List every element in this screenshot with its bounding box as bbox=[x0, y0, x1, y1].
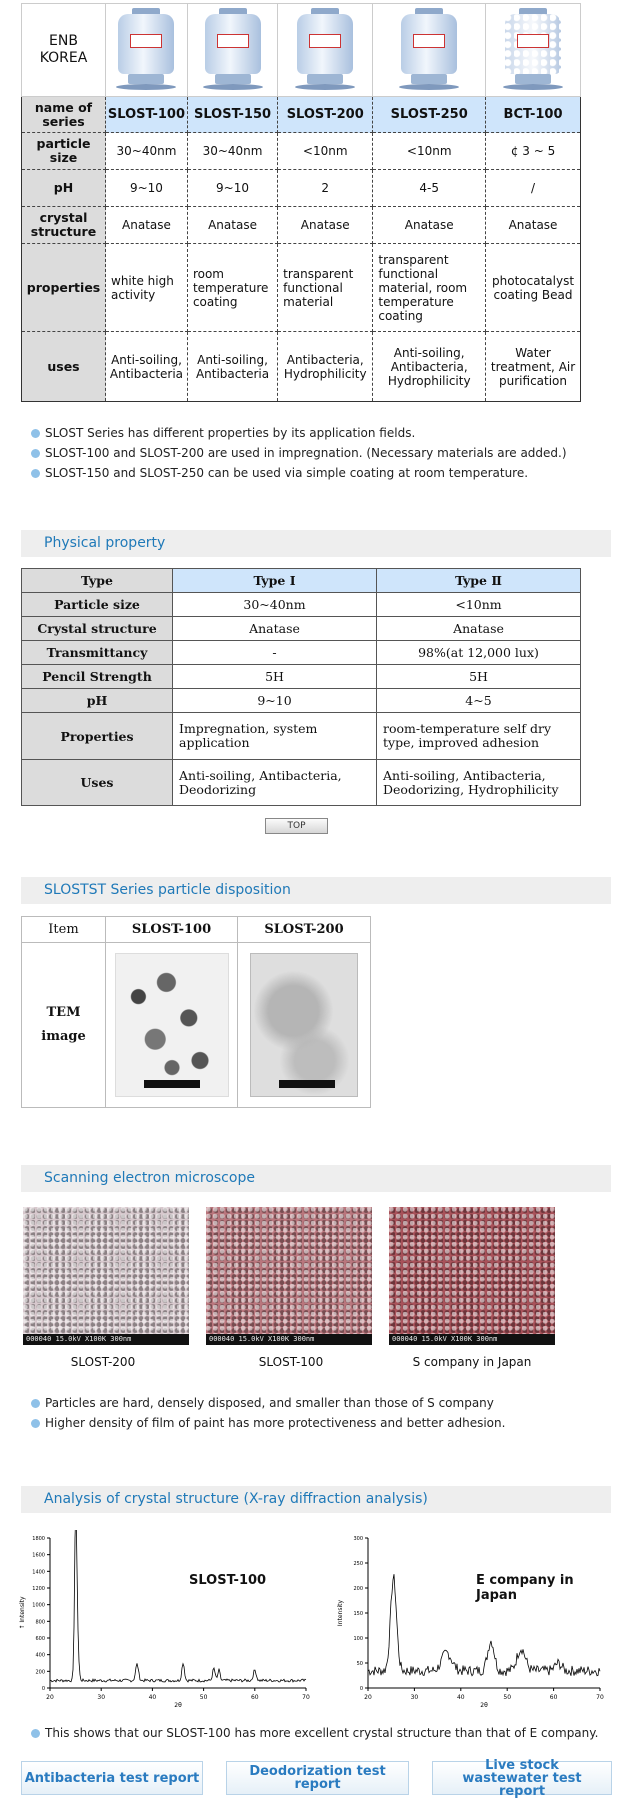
y-tick-label: 1600 bbox=[32, 1552, 45, 1559]
row-label: TEM image bbox=[22, 943, 106, 1108]
cell: 30~40nm bbox=[187, 133, 277, 170]
cell: 9~10 bbox=[106, 170, 188, 207]
wastewater-report-button[interactable]: Live stock wastewater test report bbox=[432, 1761, 612, 1795]
cell: Impregnation, system application bbox=[173, 713, 377, 760]
cell: room-temperature self dry type, improved adhesion bbox=[377, 713, 581, 760]
bottle-image bbox=[110, 8, 182, 92]
product-name: SLOST-200 bbox=[278, 97, 373, 133]
xrd-chart-slost-100 bbox=[16, 1530, 316, 1710]
product-name: SLOST-100 bbox=[106, 97, 188, 133]
row-label: Uses bbox=[22, 760, 173, 806]
cell: Anatase bbox=[106, 207, 188, 244]
bottle-image bbox=[289, 8, 361, 92]
x-tick-label: 70 bbox=[302, 1694, 310, 1701]
product-image bbox=[486, 4, 581, 97]
product-image bbox=[373, 4, 486, 97]
cell: Anti-soiling, Antibacteria bbox=[187, 332, 277, 402]
section-header-xrd: Analysis of crystal structure (X-ray diffraction analysis) bbox=[21, 1486, 611, 1513]
note-item: SLOST Series has different properties by its application fields. bbox=[31, 426, 415, 440]
row-label: Transmittancy bbox=[22, 641, 173, 665]
tem-image-slost-100 bbox=[115, 953, 229, 1097]
bullet-icon bbox=[31, 1729, 40, 1738]
y-tick-label: 1800 bbox=[32, 1536, 45, 1542]
row-header-particle: particle size bbox=[22, 133, 106, 170]
cell: white high activity bbox=[106, 244, 188, 332]
cell: ¢ 3 ~ 5 bbox=[486, 133, 581, 170]
row-label: pH bbox=[22, 689, 173, 713]
product-name: SLOST-150 bbox=[187, 97, 277, 133]
y-tick-label: 0 bbox=[41, 1686, 45, 1692]
note-item: SLOST-100 and SLOST-200 are used in impregnation. (Necessary materials are added.) bbox=[31, 446, 567, 460]
product-image bbox=[106, 4, 188, 97]
note-item: Particles are hard, densely disposed, and smaller than those of S company bbox=[31, 1396, 494, 1410]
cell: Anti-soiling, Antibacteria, Hydrophilicity bbox=[373, 332, 486, 402]
antibacteria-report-button[interactable]: Antibacteria test report bbox=[21, 1761, 203, 1795]
cell: / bbox=[486, 170, 581, 207]
row-header-ph: pH bbox=[22, 170, 106, 207]
cell: 30~40nm bbox=[173, 593, 377, 617]
y-tick-label: 1000 bbox=[32, 1602, 45, 1609]
col-header: SLOST-200 bbox=[238, 917, 371, 943]
section-header-particle: SLOSTST Series particle disposition bbox=[21, 877, 611, 904]
y-tick-label: 800 bbox=[35, 1619, 45, 1626]
bead-bottle-image bbox=[497, 8, 569, 92]
note-item: Higher density of film of paint has more protectiveness and better adhesion. bbox=[31, 1416, 505, 1430]
bottle-image bbox=[197, 8, 269, 92]
row-header-uses: uses bbox=[22, 332, 106, 402]
product-name: SLOST-250 bbox=[373, 97, 486, 133]
cell: 9~10 bbox=[187, 170, 277, 207]
col-header: SLOST-100 bbox=[106, 917, 238, 943]
cell: 9~10 bbox=[173, 689, 377, 713]
y-tick-label: 200 bbox=[35, 1669, 45, 1676]
cell: Anatase bbox=[373, 207, 486, 244]
sem-caption: SLOST-200 bbox=[70, 1355, 136, 1369]
cell: Anatase bbox=[187, 207, 277, 244]
cell: transparent functional material bbox=[278, 244, 373, 332]
x-tick-label: 60 bbox=[250, 1694, 259, 1701]
bullet-icon bbox=[31, 1419, 40, 1428]
bullet-icon bbox=[31, 1399, 40, 1408]
product-name: BCT-100 bbox=[486, 97, 581, 133]
row-label: Properties bbox=[22, 713, 173, 760]
row-label: Crystal structure bbox=[22, 617, 173, 641]
bottle-image bbox=[393, 8, 465, 92]
col-header: Type bbox=[22, 569, 173, 593]
x-tick-label: 50 bbox=[503, 1694, 512, 1701]
tem-table bbox=[21, 916, 371, 1108]
cell: <10nm bbox=[377, 593, 581, 617]
col-header: Item bbox=[22, 917, 106, 943]
y-tick-label: 600 bbox=[35, 1636, 45, 1642]
cell: photocatalyst coating Bead bbox=[486, 244, 581, 332]
cell: 4-5 bbox=[373, 170, 486, 207]
x-tick-label: 40 bbox=[456, 1694, 465, 1701]
note-item: SLOST-150 and SLOST-250 can be used via simple coating at room temperature. bbox=[31, 466, 528, 480]
sem-caption: S company in Japan bbox=[412, 1355, 532, 1369]
y-tick-label: 0 bbox=[359, 1686, 363, 1692]
xrd-trace bbox=[50, 1530, 306, 1682]
note-item: This shows that our SLOST-100 has more excellent crystal structure than that of E company. bbox=[31, 1726, 598, 1740]
y-tick-label: 250 bbox=[353, 1561, 363, 1567]
cell: room temperature coating bbox=[187, 244, 277, 332]
y-tick-label: 1400 bbox=[32, 1569, 45, 1576]
y-tick-label: 50 bbox=[356, 1661, 363, 1667]
cell: Anatase bbox=[377, 617, 581, 641]
xrd-chart-e-company bbox=[334, 1530, 610, 1710]
section-header-physical: Physical property bbox=[21, 530, 611, 557]
row-label: Particle size bbox=[22, 593, 173, 617]
cell: 98%(at 12,000 lux) bbox=[377, 641, 581, 665]
row-label: Pencil Strength bbox=[22, 665, 173, 689]
row-header-crystal: crystal structure bbox=[22, 207, 106, 244]
section-header-sem: Scanning electron microscope bbox=[21, 1165, 611, 1192]
cell: Anatase bbox=[278, 207, 373, 244]
top-button[interactable]: TOP bbox=[265, 818, 328, 834]
product-table bbox=[21, 3, 581, 402]
cell: 30~40nm bbox=[106, 133, 188, 170]
bullet-icon bbox=[31, 429, 40, 438]
x-axis-label: 2θ bbox=[174, 1702, 182, 1709]
cell: Anti-soiling, Antibacteria bbox=[106, 332, 188, 402]
cell: Water treatment, Air purification bbox=[486, 332, 581, 402]
x-axis-label: 2θ bbox=[480, 1702, 488, 1709]
y-tick-label: 1200 bbox=[32, 1586, 45, 1592]
sem-image: 000040 15.0kV X100K 300nm bbox=[206, 1207, 372, 1345]
x-tick-label: 50 bbox=[199, 1694, 208, 1701]
cell: - bbox=[173, 641, 377, 665]
y-tick-label: 300 bbox=[353, 1536, 363, 1542]
bullet-icon bbox=[31, 469, 40, 478]
physical-property-table bbox=[21, 568, 581, 806]
cell: <10nm bbox=[373, 133, 486, 170]
x-tick-label: 30 bbox=[410, 1694, 419, 1701]
x-tick-label: 20 bbox=[364, 1694, 372, 1701]
cell: Antibacteria, Hydrophilicity bbox=[278, 332, 373, 402]
sem-caption: SLOST-100 bbox=[258, 1355, 324, 1369]
bullet-icon bbox=[31, 449, 40, 458]
product-image bbox=[187, 4, 277, 97]
x-tick-label: 70 bbox=[596, 1694, 604, 1701]
row-header-properties: properties bbox=[22, 244, 106, 332]
y-axis-label: ↑ Intensity bbox=[19, 1596, 26, 1630]
x-tick-label: 40 bbox=[148, 1694, 157, 1701]
cell: 4~5 bbox=[377, 689, 581, 713]
product-image bbox=[278, 4, 373, 97]
y-tick-label: 100 bbox=[353, 1636, 363, 1642]
y-tick-label: 400 bbox=[35, 1652, 45, 1659]
cell: 5H bbox=[173, 665, 377, 689]
tem-image-slost-200 bbox=[250, 953, 358, 1097]
cell: 5H bbox=[377, 665, 581, 689]
xrd-label-right: E company in Japan bbox=[476, 1573, 574, 1603]
x-tick-label: 60 bbox=[549, 1694, 558, 1701]
cell: 2 bbox=[278, 170, 373, 207]
logo: ENB KOREA bbox=[22, 4, 106, 97]
sem-image: 000040 15.0kV X100K 300nm bbox=[389, 1207, 555, 1345]
cell: Anatase bbox=[486, 207, 581, 244]
y-tick-label: 200 bbox=[353, 1586, 363, 1592]
cell: Anti-soiling, Antibacteria, Deodorizing bbox=[173, 760, 377, 806]
x-tick-label: 20 bbox=[46, 1694, 54, 1701]
x-tick-label: 30 bbox=[97, 1694, 106, 1701]
cell: Anatase bbox=[173, 617, 377, 641]
col-header: Type Ⅰ bbox=[173, 569, 377, 593]
tem-image-cell bbox=[238, 943, 371, 1108]
y-tick-label: 150 bbox=[353, 1611, 363, 1617]
xrd-label-left: SLOST-100 bbox=[189, 1573, 267, 1588]
tem-image-cell bbox=[106, 943, 238, 1108]
cell: transparent functional material, room temperature coating bbox=[373, 244, 486, 332]
sem-image: 000040 15.0kV X100K 300nm bbox=[23, 1207, 189, 1345]
col-header: Type Ⅱ bbox=[377, 569, 581, 593]
cell: Anti-soiling, Antibacteria, Deodorizing, Hydrophilicity bbox=[377, 760, 581, 806]
deodorization-report-button[interactable]: Deodorization test report bbox=[226, 1761, 409, 1795]
row-header-name: name of series bbox=[22, 97, 106, 133]
cell: <10nm bbox=[278, 133, 373, 170]
y-axis-label: Intensity bbox=[337, 1599, 344, 1627]
